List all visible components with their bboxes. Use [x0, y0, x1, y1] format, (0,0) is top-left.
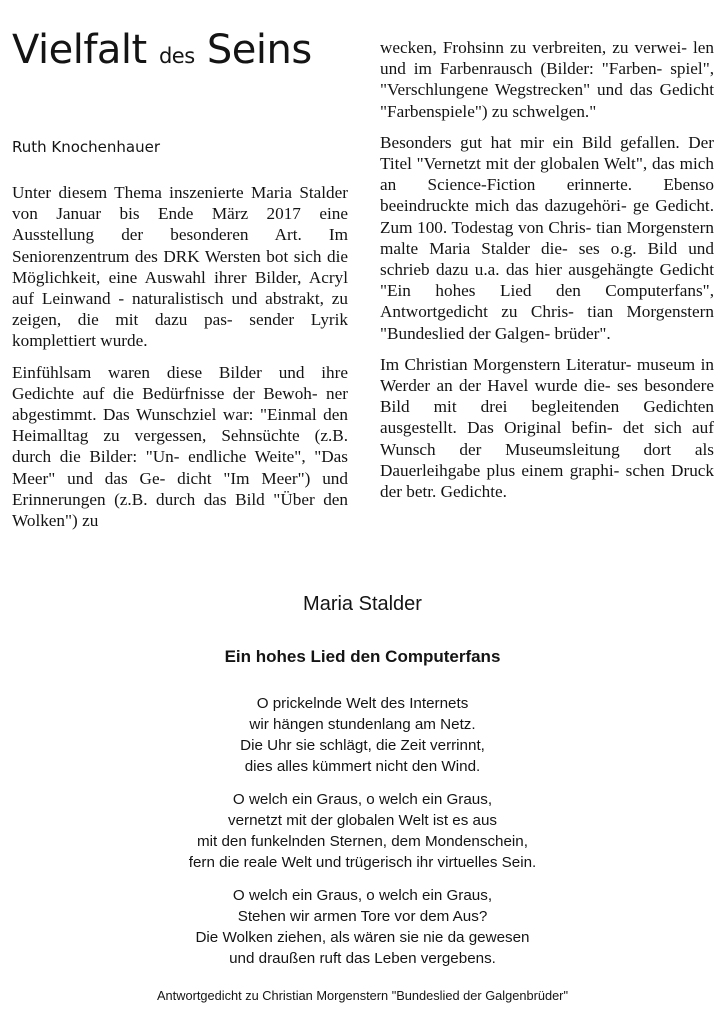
poem-line: vernetzt mit der globalen Welt ist es aus — [228, 812, 497, 829]
text-line: Sehnsüchte (z.B. durch die Bilder: "Un- — [12, 426, 349, 467]
paragraph — [12, 182, 348, 352]
article-right-column — [380, 37, 714, 512]
text-line: Der Titel "Vernetzt mit der globalen Welt", — [380, 132, 715, 174]
poem-stanza — [0, 885, 725, 969]
text-line: ge Gedicht. Zum 100. Todestag von Chris- — [380, 196, 714, 237]
article-author: Ruth Knochenhauer — [12, 138, 161, 156]
title-word-1: Vielfalt — [12, 27, 147, 73]
poem-line: Stehen wir armen Tore vor dem Aus? — [237, 908, 488, 925]
paragraph — [12, 362, 348, 532]
text-line: Seniorenzentrum des DRK Wersten bot — [12, 246, 289, 266]
title-word-3: Seins — [206, 27, 312, 73]
paragraph — [380, 354, 714, 502]
text-line: ses besondere Bild mit drei begleitenden — [380, 376, 714, 417]
text-line: sender Lyrik komplettiert wurde. — [12, 310, 348, 351]
text-line: tian Morgenstern malte Maria Stalder die- — [380, 217, 715, 258]
text-line: tian Morgenstern "Bundeslied der Galgen- — [380, 302, 714, 343]
text-line: Bilder, Acryl auf Leinwand - naturalistisch — [12, 267, 348, 309]
title-word-2: des — [158, 44, 195, 68]
poem-line: O welch ein Graus, o welch ein Graus, — [232, 887, 493, 904]
text-line: ses o.g. Bild und schrieb dazu u.a. das hier — [380, 238, 714, 280]
text-line: ner abgestimmt. Das Wunschziel war: — [12, 383, 348, 425]
article-title — [12, 27, 312, 73]
text-line: museum in Werder an der Havel wurde die- — [380, 354, 714, 396]
text-line: durch das Bild "Über den Wolken") zu — [12, 489, 349, 531]
text-line: "Einmal den Heimalltag zu vergessen, — [12, 405, 348, 446]
text-line: Ebenso beeindruckte mich das dazugehöri- — [380, 175, 714, 216]
text-line: Einfühlsam waren diese Bilder und ihre — [12, 362, 348, 382]
text-line: Im Christian Morgenstern Literatur- — [380, 354, 632, 374]
text-line: dicht "Im Meer") und Erinnerungen (z.B. — [12, 468, 348, 509]
poem-stanza — [0, 789, 725, 873]
poem-line: und draußen ruft das Leben vergebens. — [229, 950, 496, 967]
text-line: endliche Weite", "Das Meer" und das Ge- — [12, 447, 348, 488]
text-line: Besonders gut hat mir ein Bild gefallen. — [380, 132, 680, 152]
poem-stanza — [0, 693, 725, 777]
article-left-column — [12, 182, 348, 541]
poem-line: dies alles kümmert nicht den Wind. — [244, 758, 481, 775]
text-line: wecken, Frohsinn zu verbreiten, zu verwei- — [380, 38, 687, 57]
text-line: das Gedicht "Farbenspiele") zu schwelgen." — [380, 80, 714, 121]
poem-footnote: Antwortgedicht zu Christian Morgenstern "Bundeslied der Galgenbrüder" — [157, 988, 568, 1003]
text-line: und abstrakt, zu zeigen, die mit dazu pas- — [12, 289, 348, 330]
poem-title: Ein hohes Lied den Computerfans — [224, 647, 501, 666]
text-line: eine Ausstellung der besonderen Art. Im — [12, 204, 348, 245]
text-line: Gedichte auf die Bedürfnisse der Bewoh- — [12, 383, 318, 403]
text-line: Stalder von Januar bis Ende März 2017 — [12, 183, 348, 224]
text-line: Gedichten ausgestellt. Das Original befin- — [380, 397, 714, 438]
poem-author: Maria Stalder — [303, 593, 422, 615]
text-line: spiel", "Verschlungene Wegstrecken" und — [380, 59, 715, 100]
poem-line: O welch ein Graus, o welch ein Graus, — [232, 791, 493, 808]
text-line: Computerfans", Antwortgedicht zu Chris- — [380, 281, 714, 322]
text-line: schen Druck der betr. Gedichte. — [380, 460, 715, 502]
poem-line: O prickelnde Welt des Internets — [256, 695, 469, 712]
text-line: sich die Möglichkeit, eine Auswahl ihrer — [12, 246, 348, 287]
text-line: Unter diesem Thema inszenierte Maria — [12, 183, 292, 202]
poem-body — [0, 693, 725, 981]
text-line: das mich an Science-Fiction erinnerte. — [380, 154, 715, 195]
text-line: brüder". — [554, 323, 611, 343]
poem-line: mit den funkelnden Sternen, dem Mondenschein, — [197, 833, 528, 850]
poem-line: Die Wolken ziehen, als wären sie nie da gewesen — [195, 929, 530, 946]
poem-line: wir hängen stundenlang am Netz. — [249, 716, 476, 733]
text-line: len und im Farbenrausch (Bilder: "Farben- — [380, 38, 715, 79]
poem-line: fern die reale Welt und trügerisch ihr virtuelles Sein. — [188, 854, 537, 871]
text-line: ausgehängte Gedicht "Ein hohes Lied den — [380, 260, 715, 301]
text-line: det sich auf Wunsch der Museumsleitung — [380, 418, 714, 459]
paragraph — [380, 37, 714, 122]
paragraph — [380, 132, 714, 344]
poem-line: Die Uhr sie schlägt, die Zeit verrinnt, — [240, 737, 485, 754]
text-line: dort als Dauerleihgabe plus einem graphi- — [380, 439, 714, 480]
